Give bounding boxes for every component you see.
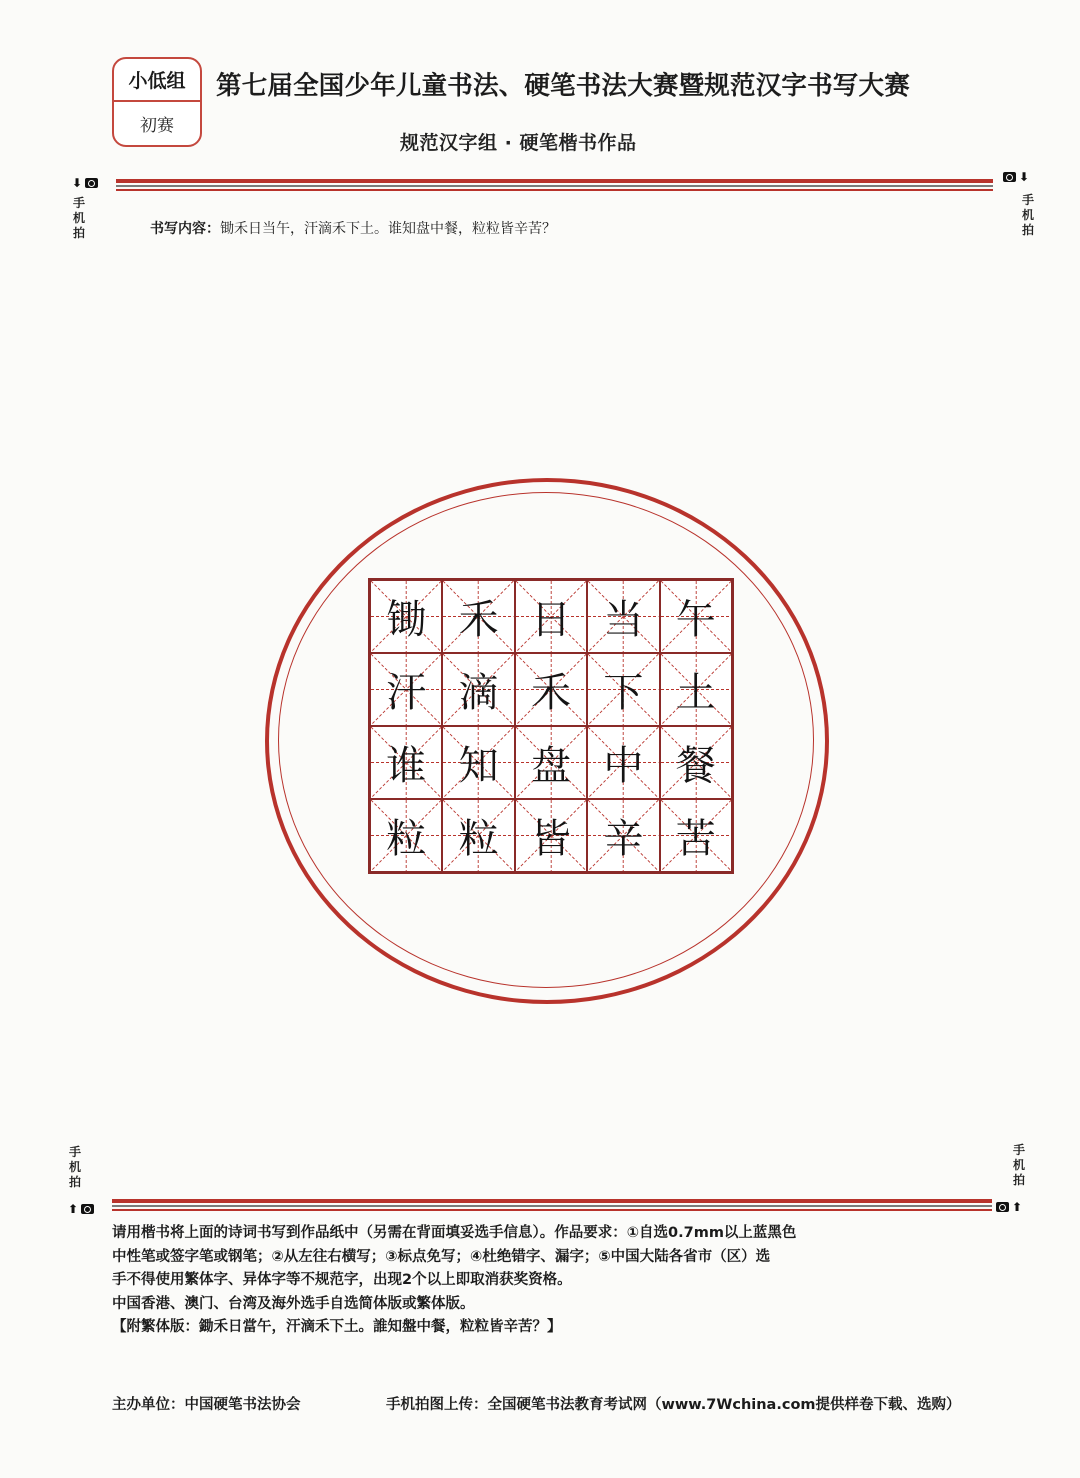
grid-character: 当 <box>603 597 644 643</box>
grid-character: 皆 <box>530 816 571 862</box>
top-right-camera-mark <box>1003 170 1029 184</box>
instruction-line: 中性笔或签字笔或钢笔；②从左往右横写；③标点免写；④杜绝错字、漏字；⑤中国大陆各省市（区）选 <box>112 1248 771 1265</box>
writing-content <box>150 218 556 238</box>
camera-icon <box>1003 172 1016 182</box>
stamp-stage-label: 初赛 <box>140 116 174 136</box>
traditional-version-note: 【附繁体版：鋤禾日當午，汗滴禾下土。誰知盤中餐，粒粒皆辛苦？】 <box>112 1319 562 1335</box>
grid-cell <box>370 653 442 726</box>
arrow-down-icon: ⬇ <box>72 176 83 190</box>
instruction-line: 请用楷书将上面的诗词书写到作品纸中（另需在背面填妥选手信息）。作品要求：①自选0.7mm以上蓝黑色 <box>112 1225 797 1241</box>
grid-character: 禾 <box>458 597 499 643</box>
upload-info-text: 手机拍图上传：全国硬笔书法教育考试网（www.7Wchina.com提供样卷下载、选购） <box>386 1397 961 1413</box>
grid-cell <box>442 580 514 653</box>
grid-character: 知 <box>458 743 499 789</box>
entry-instructions <box>112 1222 982 1340</box>
grid-cell <box>660 799 732 872</box>
grid-character: 日 <box>530 597 571 643</box>
grid-character: 午 <box>675 597 716 643</box>
grid-character: 禾 <box>530 670 571 716</box>
writing-content-label: 书写内容： <box>150 221 220 237</box>
instruction-line: 中国香港、澳门、台湾及海外选手自选简体版或繁体版。 <box>112 1295 475 1312</box>
grid-cell <box>660 653 732 726</box>
grid-character: 土 <box>675 670 716 716</box>
grid-cell <box>515 580 587 653</box>
bottom-right-camera-mark <box>996 1200 1022 1214</box>
grid-character: 汗 <box>386 670 427 716</box>
grid-character: 中 <box>603 743 644 789</box>
arrow-up-icon: ⬆ <box>68 1202 79 1216</box>
bottom-left-camera-text: 手机拍 <box>68 1145 81 1189</box>
calligraphy-grid <box>368 578 734 874</box>
camera-icon <box>85 178 98 188</box>
writing-content-text: 锄禾日当午，汗滴禾下土。谁知盘中餐，粒粒皆辛苦？ <box>220 221 556 237</box>
grid-character: 滴 <box>458 670 499 716</box>
grid-cell <box>660 726 732 799</box>
camera-icon <box>996 1202 1009 1212</box>
bottom-right-camera-text: 手机拍 <box>1012 1143 1025 1187</box>
organizer-text: 主办单位：中国硬笔书法协会 <box>112 1397 301 1413</box>
grid-cell <box>515 653 587 726</box>
grid-character: 餐 <box>675 743 716 789</box>
arrow-up-icon: ⬆ <box>1012 1200 1023 1214</box>
grid-cell <box>442 799 514 872</box>
grid-character: 盘 <box>530 743 571 789</box>
grid-character: 下 <box>603 670 644 716</box>
grid-cell <box>515 799 587 872</box>
grid-character: 辛 <box>603 816 644 862</box>
grid-cell <box>587 580 659 653</box>
category-subtitle: 规范汉字组 · 硬笔楷书作品 <box>400 132 637 154</box>
grid-cell <box>660 580 732 653</box>
grid-character: 谁 <box>386 743 427 789</box>
arrow-down-icon: ⬇ <box>1019 170 1030 184</box>
bottom-divider <box>112 1199 992 1211</box>
grid-cell <box>587 799 659 872</box>
grid-cell <box>587 653 659 726</box>
competition-title: 第七届全国少年儿童书法、硬笔书法大赛暨规范汉字书写大赛 <box>216 71 910 101</box>
grid-character: 苦 <box>675 816 716 862</box>
group-stamp <box>112 57 202 147</box>
grid-cell <box>442 653 514 726</box>
stamp-group-label: 小低组 <box>114 59 200 102</box>
grid-character: 粒 <box>386 816 427 862</box>
instruction-line: 手不得使用繁体字、异体字等不规范字，出现2个以上即取消获奖资格。 <box>112 1272 572 1288</box>
bottom-left-camera-mark <box>68 1202 94 1216</box>
grid-character: 粒 <box>458 816 499 862</box>
camera-icon <box>81 1204 94 1214</box>
grid-character: 锄 <box>386 597 427 643</box>
grid-cell <box>370 580 442 653</box>
grid-cell <box>370 726 442 799</box>
grid-cell <box>442 726 514 799</box>
grid-cell <box>370 799 442 872</box>
top-left-camera-text: 手机拍 <box>72 196 85 240</box>
top-divider <box>116 179 993 191</box>
grid-cell <box>587 726 659 799</box>
top-right-camera-text: 手机拍 <box>1021 193 1034 237</box>
top-left-camera-mark <box>72 176 98 190</box>
grid-cell <box>515 726 587 799</box>
